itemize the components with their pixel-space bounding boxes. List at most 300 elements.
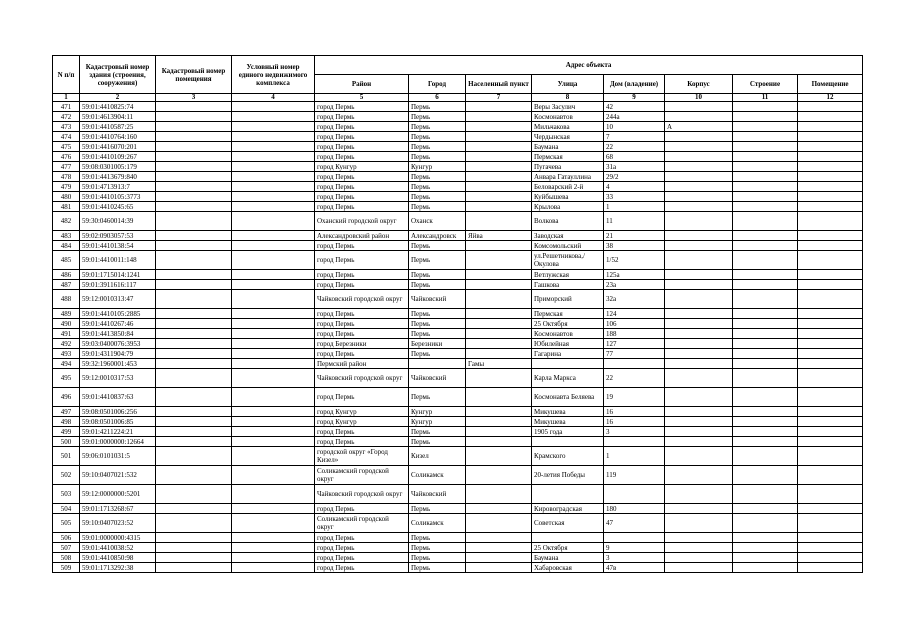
cell-house: 127	[604, 339, 665, 349]
cell-street: Кировоградская	[532, 504, 604, 514]
cell-row-number: 502	[53, 466, 80, 485]
objects-table	[52, 55, 863, 573]
cell-cadastral-room	[156, 251, 232, 270]
column-number: 12	[798, 94, 863, 102]
cell-house: 1/52	[604, 251, 665, 270]
cell-district: город Кунгур	[315, 162, 409, 172]
table-row	[53, 466, 863, 485]
cell-city: Пермь	[409, 142, 466, 152]
column-number: 4	[232, 94, 315, 102]
cell-cadastral-number: 59:01:4410105:2885	[80, 309, 156, 319]
cell-row-number: 481	[53, 202, 80, 212]
cell-row-number: 499	[53, 427, 80, 437]
cell-locality	[466, 504, 532, 514]
cell-city: Пермь	[409, 241, 466, 251]
cell-conditional-number	[232, 504, 315, 514]
cell-cadastral-number: 59:01:4613904:11	[80, 112, 156, 122]
cell-row-number: 503	[53, 485, 80, 504]
cell-building	[733, 251, 798, 270]
table-row	[53, 270, 863, 280]
cell-district: Соликамский городской округ	[315, 514, 409, 533]
cell-cadastral-number: 59:08:0501006:256	[80, 407, 156, 417]
cell-street: Ветлужская	[532, 270, 604, 280]
table-row	[53, 514, 863, 533]
cell-cadastral-number: 59:06:0101031:5	[80, 447, 156, 466]
cell-building	[733, 122, 798, 132]
cell-city: Пермь	[409, 543, 466, 553]
cell-row-number: 509	[53, 563, 80, 573]
cell-conditional-number	[232, 231, 315, 241]
cell-corpus	[665, 427, 733, 437]
cell-cadastral-room	[156, 533, 232, 543]
cell-cadastral-room	[156, 241, 232, 251]
cell-row-number: 482	[53, 212, 80, 231]
cell-district: город Пермь	[315, 182, 409, 192]
cell-district: город Кунгур	[315, 407, 409, 417]
table-row	[53, 251, 863, 270]
cell-district: город Пермь	[315, 251, 409, 270]
cell-district: город Кунгур	[315, 417, 409, 427]
cell-building	[733, 162, 798, 172]
cell-conditional-number	[232, 309, 315, 319]
table-row	[53, 563, 863, 573]
table-row	[53, 122, 863, 132]
cell-locality	[466, 202, 532, 212]
cell-cadastral-room	[156, 369, 232, 388]
cell-house: 23а	[604, 280, 665, 290]
table-row	[53, 485, 863, 504]
cell-house: 47в	[604, 563, 665, 573]
cell-cadastral-number: 59:01:4410850:98	[80, 553, 156, 563]
cell-corpus	[665, 132, 733, 142]
cell-locality	[466, 280, 532, 290]
cell-row-number: 492	[53, 339, 80, 349]
header-address: Адрес объекта	[315, 56, 863, 75]
cell-room	[798, 280, 863, 290]
table-row	[53, 162, 863, 172]
table-row	[53, 280, 863, 290]
cell-cadastral-number: 59:01:4410764:160	[80, 132, 156, 142]
cell-corpus	[665, 437, 733, 447]
cell-building	[733, 485, 798, 504]
cell-cadastral-room	[156, 231, 232, 241]
cell-corpus	[665, 212, 733, 231]
column-number: 2	[80, 94, 156, 102]
cell-building	[733, 437, 798, 447]
cell-row-number: 508	[53, 553, 80, 563]
cell-cadastral-number: 59:02:0903057:53	[80, 231, 156, 241]
cell-corpus	[665, 241, 733, 251]
cell-row-number: 500	[53, 437, 80, 447]
cell-building	[733, 369, 798, 388]
cell-room	[798, 202, 863, 212]
header-street: Улица	[532, 75, 604, 94]
cell-room	[798, 182, 863, 192]
cell-room	[798, 359, 863, 369]
cell-conditional-number	[232, 417, 315, 427]
cell-cadastral-room	[156, 563, 232, 573]
cell-cadastral-number: 59:08:0501006:85	[80, 417, 156, 427]
cell-locality	[466, 132, 532, 142]
cell-district: город Пермь	[315, 112, 409, 122]
cell-district: город Пермь	[315, 122, 409, 132]
cell-corpus	[665, 407, 733, 417]
cell-cadastral-room	[156, 447, 232, 466]
cell-street: Заводская	[532, 231, 604, 241]
cell-locality	[466, 270, 532, 280]
cell-cadastral-number: 59:12:0000000:5201	[80, 485, 156, 504]
cell-room	[798, 466, 863, 485]
cell-house: 22	[604, 142, 665, 152]
table-row	[53, 182, 863, 192]
cell-cadastral-number: 59:01:4416070:201	[80, 142, 156, 152]
header-house: Дом (владение)	[604, 75, 665, 94]
cell-room	[798, 309, 863, 319]
cell-conditional-number	[232, 388, 315, 407]
cell-row-number: 479	[53, 182, 80, 192]
column-number: 7	[466, 94, 532, 102]
column-number: 1	[53, 94, 80, 102]
cell-conditional-number	[232, 290, 315, 309]
column-number: 3	[156, 94, 232, 102]
cell-corpus	[665, 504, 733, 514]
cell-row-number: 475	[53, 142, 80, 152]
cell-city: Соликамск	[409, 514, 466, 533]
cell-room	[798, 102, 863, 112]
cell-locality	[466, 553, 532, 563]
cell-conditional-number	[232, 192, 315, 202]
cell-row-number: 486	[53, 270, 80, 280]
cell-house: 21	[604, 231, 665, 241]
table-row	[53, 290, 863, 309]
cell-city: Пермь	[409, 270, 466, 280]
cell-room	[798, 290, 863, 309]
cell-cadastral-number: 59:01:4413679:840	[80, 172, 156, 182]
cell-conditional-number	[232, 329, 315, 339]
cell-corpus	[665, 231, 733, 241]
cell-row-number: 480	[53, 192, 80, 202]
table-row	[53, 407, 863, 417]
cell-district: Александровский район	[315, 231, 409, 241]
column-number: 9	[604, 94, 665, 102]
cell-corpus	[665, 369, 733, 388]
cell-street: Юбилейная	[532, 339, 604, 349]
cell-room	[798, 231, 863, 241]
cell-locality	[466, 290, 532, 309]
cell-locality	[466, 563, 532, 573]
cell-district: город Березники	[315, 339, 409, 349]
cell-district: город Пермь	[315, 349, 409, 359]
cell-row-number: 471	[53, 102, 80, 112]
cell-district: Пермский район	[315, 359, 409, 369]
cell-cadastral-room	[156, 172, 232, 182]
cell-cadastral-room	[156, 192, 232, 202]
cell-cadastral-number: 59:03:0400076:3953	[80, 339, 156, 349]
table-row	[53, 241, 863, 251]
cell-locality	[466, 319, 532, 329]
cell-street: Космонавта Беляева	[532, 388, 604, 407]
cell-street: Крылова	[532, 202, 604, 212]
cell-house: 77	[604, 349, 665, 359]
cell-locality	[466, 152, 532, 162]
cell-cadastral-number: 59:01:4211224:21	[80, 427, 156, 437]
cell-row-number: 488	[53, 290, 80, 309]
table-row	[53, 112, 863, 122]
cell-room	[798, 369, 863, 388]
cell-district: город Пермь	[315, 172, 409, 182]
cell-district: город Пермь	[315, 563, 409, 573]
cell-street: Веры Засулич	[532, 102, 604, 112]
cell-locality	[466, 447, 532, 466]
cell-street: ул.Решетникова,/Окулова	[532, 251, 604, 270]
cell-cadastral-number: 59:30:0460014:39	[80, 212, 156, 231]
cell-cadastral-number: 59:01:4410245:65	[80, 202, 156, 212]
cell-cadastral-room	[156, 182, 232, 192]
header-district: Район	[315, 75, 409, 94]
cell-room	[798, 142, 863, 152]
cell-locality	[466, 388, 532, 407]
cell-city	[409, 359, 466, 369]
cell-street: Волкова	[532, 212, 604, 231]
table-row	[53, 427, 863, 437]
cell-corpus	[665, 290, 733, 309]
cell-locality: Гамы	[466, 359, 532, 369]
cell-cadastral-room	[156, 359, 232, 369]
cell-house: 11	[604, 212, 665, 231]
cell-locality	[466, 485, 532, 504]
cell-cadastral-room	[156, 202, 232, 212]
cell-corpus	[665, 102, 733, 112]
cell-city: Чайковский	[409, 290, 466, 309]
cell-conditional-number	[232, 152, 315, 162]
table-row	[53, 309, 863, 319]
cell-corpus	[665, 349, 733, 359]
cell-cadastral-room	[156, 504, 232, 514]
cell-city: Пермь	[409, 132, 466, 142]
cell-room	[798, 192, 863, 202]
cell-house: 119	[604, 466, 665, 485]
cell-house: 29/2	[604, 172, 665, 182]
cell-conditional-number	[232, 427, 315, 437]
cell-cadastral-number: 59:12:0010317:53	[80, 369, 156, 388]
cell-locality	[466, 102, 532, 112]
cell-row-number: 474	[53, 132, 80, 142]
cell-corpus	[665, 112, 733, 122]
cell-building	[733, 388, 798, 407]
cell-house: 180	[604, 504, 665, 514]
cell-conditional-number	[232, 466, 315, 485]
column-number: 10	[665, 94, 733, 102]
cell-city: Пермь	[409, 388, 466, 407]
cell-building	[733, 142, 798, 152]
cell-corpus	[665, 417, 733, 427]
cell-building	[733, 112, 798, 122]
cell-row-number: 506	[53, 533, 80, 543]
cell-district: город Пермь	[315, 553, 409, 563]
cell-cadastral-number: 59:01:4410105:3773	[80, 192, 156, 202]
cell-building	[733, 241, 798, 251]
cell-building	[733, 192, 798, 202]
cell-street: Пермская	[532, 309, 604, 319]
cell-cadastral-number: 59:01:3911616:117	[80, 280, 156, 290]
cell-building	[733, 152, 798, 162]
cell-row-number: 487	[53, 280, 80, 290]
cell-cadastral-room	[156, 132, 232, 142]
cell-city: Пермь	[409, 152, 466, 162]
cell-locality: Яйва	[466, 231, 532, 241]
cell-house	[604, 533, 665, 543]
cell-street: Баумана	[532, 553, 604, 563]
cell-city: Пермь	[409, 122, 466, 132]
cell-cadastral-number: 59:01:4410587:25	[80, 122, 156, 132]
cell-building	[733, 319, 798, 329]
cell-street: Пугачева	[532, 162, 604, 172]
cell-corpus	[665, 309, 733, 319]
cell-cadastral-number: 59:10:0407021:532	[80, 466, 156, 485]
cell-row-number: 496	[53, 388, 80, 407]
cell-city: Кунгур	[409, 407, 466, 417]
cell-corpus	[665, 553, 733, 563]
cell-corpus	[665, 280, 733, 290]
cell-cadastral-number: 59:12:0010313:47	[80, 290, 156, 309]
cell-room	[798, 407, 863, 417]
cell-conditional-number	[232, 369, 315, 388]
table-row	[53, 437, 863, 447]
cell-district: город Пермь	[315, 427, 409, 437]
cell-corpus	[665, 162, 733, 172]
table-row	[53, 202, 863, 212]
cell-cadastral-room	[156, 437, 232, 447]
header-conditional-number: Условный номер единого недвижимого комплекса	[232, 56, 315, 94]
cell-house: 16	[604, 417, 665, 427]
cell-district: город Пермь	[315, 543, 409, 553]
cell-cadastral-number: 59:01:1713268:67	[80, 504, 156, 514]
cell-building	[733, 543, 798, 553]
cell-locality	[466, 212, 532, 231]
cell-locality	[466, 339, 532, 349]
cell-building	[733, 427, 798, 437]
cell-row-number: 484	[53, 241, 80, 251]
cell-house: 42	[604, 102, 665, 112]
cell-house: 3	[604, 553, 665, 563]
cell-cadastral-room	[156, 417, 232, 427]
column-number: 8	[532, 94, 604, 102]
cell-city: Пермь	[409, 192, 466, 202]
cell-room	[798, 152, 863, 162]
cell-house: 10	[604, 122, 665, 132]
cell-city: Пермь	[409, 437, 466, 447]
cell-street: Пермская	[532, 152, 604, 162]
cell-room	[798, 485, 863, 504]
cell-building	[733, 329, 798, 339]
cell-house	[604, 485, 665, 504]
cell-street: Хабаровская	[532, 563, 604, 573]
cell-corpus	[665, 270, 733, 280]
cell-city: Пермь	[409, 102, 466, 112]
cell-cadastral-room	[156, 112, 232, 122]
table-body	[53, 102, 863, 573]
cell-room	[798, 251, 863, 270]
cell-city: Пермь	[409, 280, 466, 290]
cell-building	[733, 447, 798, 466]
cell-room	[798, 563, 863, 573]
cell-cadastral-number: 59:01:0000000:12664	[80, 437, 156, 447]
cell-corpus	[665, 339, 733, 349]
cell-district: город Пермь	[315, 132, 409, 142]
cell-corpus	[665, 447, 733, 466]
cell-conditional-number	[232, 162, 315, 172]
cell-row-number: 489	[53, 309, 80, 319]
cell-district: город Пермь	[315, 142, 409, 152]
cell-conditional-number	[232, 212, 315, 231]
cell-cadastral-number: 59:01:0000000:4315	[80, 533, 156, 543]
cell-row-number: 472	[53, 112, 80, 122]
cell-district: город Пермь	[315, 192, 409, 202]
cell-corpus	[665, 485, 733, 504]
cell-conditional-number	[232, 102, 315, 112]
cell-room	[798, 339, 863, 349]
cell-locality	[466, 427, 532, 437]
cell-cadastral-number: 59:01:4410267:46	[80, 319, 156, 329]
cell-corpus	[665, 142, 733, 152]
cell-cadastral-room	[156, 427, 232, 437]
cell-locality	[466, 437, 532, 447]
table-row	[53, 319, 863, 329]
cell-city: Пермь	[409, 553, 466, 563]
cell-street: Карла Маркса	[532, 369, 604, 388]
cell-district: город Пермь	[315, 504, 409, 514]
cell-cadastral-room	[156, 142, 232, 152]
cell-conditional-number	[232, 122, 315, 132]
cell-corpus	[665, 359, 733, 369]
cell-corpus	[665, 182, 733, 192]
cell-corpus	[665, 543, 733, 553]
cell-district: город Пермь	[315, 202, 409, 212]
cell-cadastral-number: 59:01:4410109:267	[80, 152, 156, 162]
cell-building	[733, 417, 798, 427]
cell-building	[733, 407, 798, 417]
cell-row-number: 504	[53, 504, 80, 514]
cell-corpus	[665, 172, 733, 182]
cell-cadastral-number: 59:01:4413850:84	[80, 329, 156, 339]
cell-building	[733, 359, 798, 369]
cell-building	[733, 339, 798, 349]
cell-cadastral-room	[156, 514, 232, 533]
table-row	[53, 172, 863, 182]
cell-conditional-number	[232, 543, 315, 553]
cell-conditional-number	[232, 142, 315, 152]
table-row	[53, 388, 863, 407]
cell-conditional-number	[232, 319, 315, 329]
cell-building	[733, 270, 798, 280]
header-building: Строение	[733, 75, 798, 94]
table-row	[53, 231, 863, 241]
table-row	[53, 192, 863, 202]
cell-cadastral-number: 59:01:4713913:7	[80, 182, 156, 192]
cell-corpus	[665, 514, 733, 533]
cell-room	[798, 427, 863, 437]
cell-street: Микушева	[532, 417, 604, 427]
cell-corpus	[665, 192, 733, 202]
cell-street: 25 Октября	[532, 543, 604, 553]
cell-cadastral-room	[156, 319, 232, 329]
cell-locality	[466, 241, 532, 251]
cell-conditional-number	[232, 251, 315, 270]
cell-row-number: 494	[53, 359, 80, 369]
table-row	[53, 339, 863, 349]
cell-building	[733, 290, 798, 309]
cell-street: Куйбышева	[532, 192, 604, 202]
